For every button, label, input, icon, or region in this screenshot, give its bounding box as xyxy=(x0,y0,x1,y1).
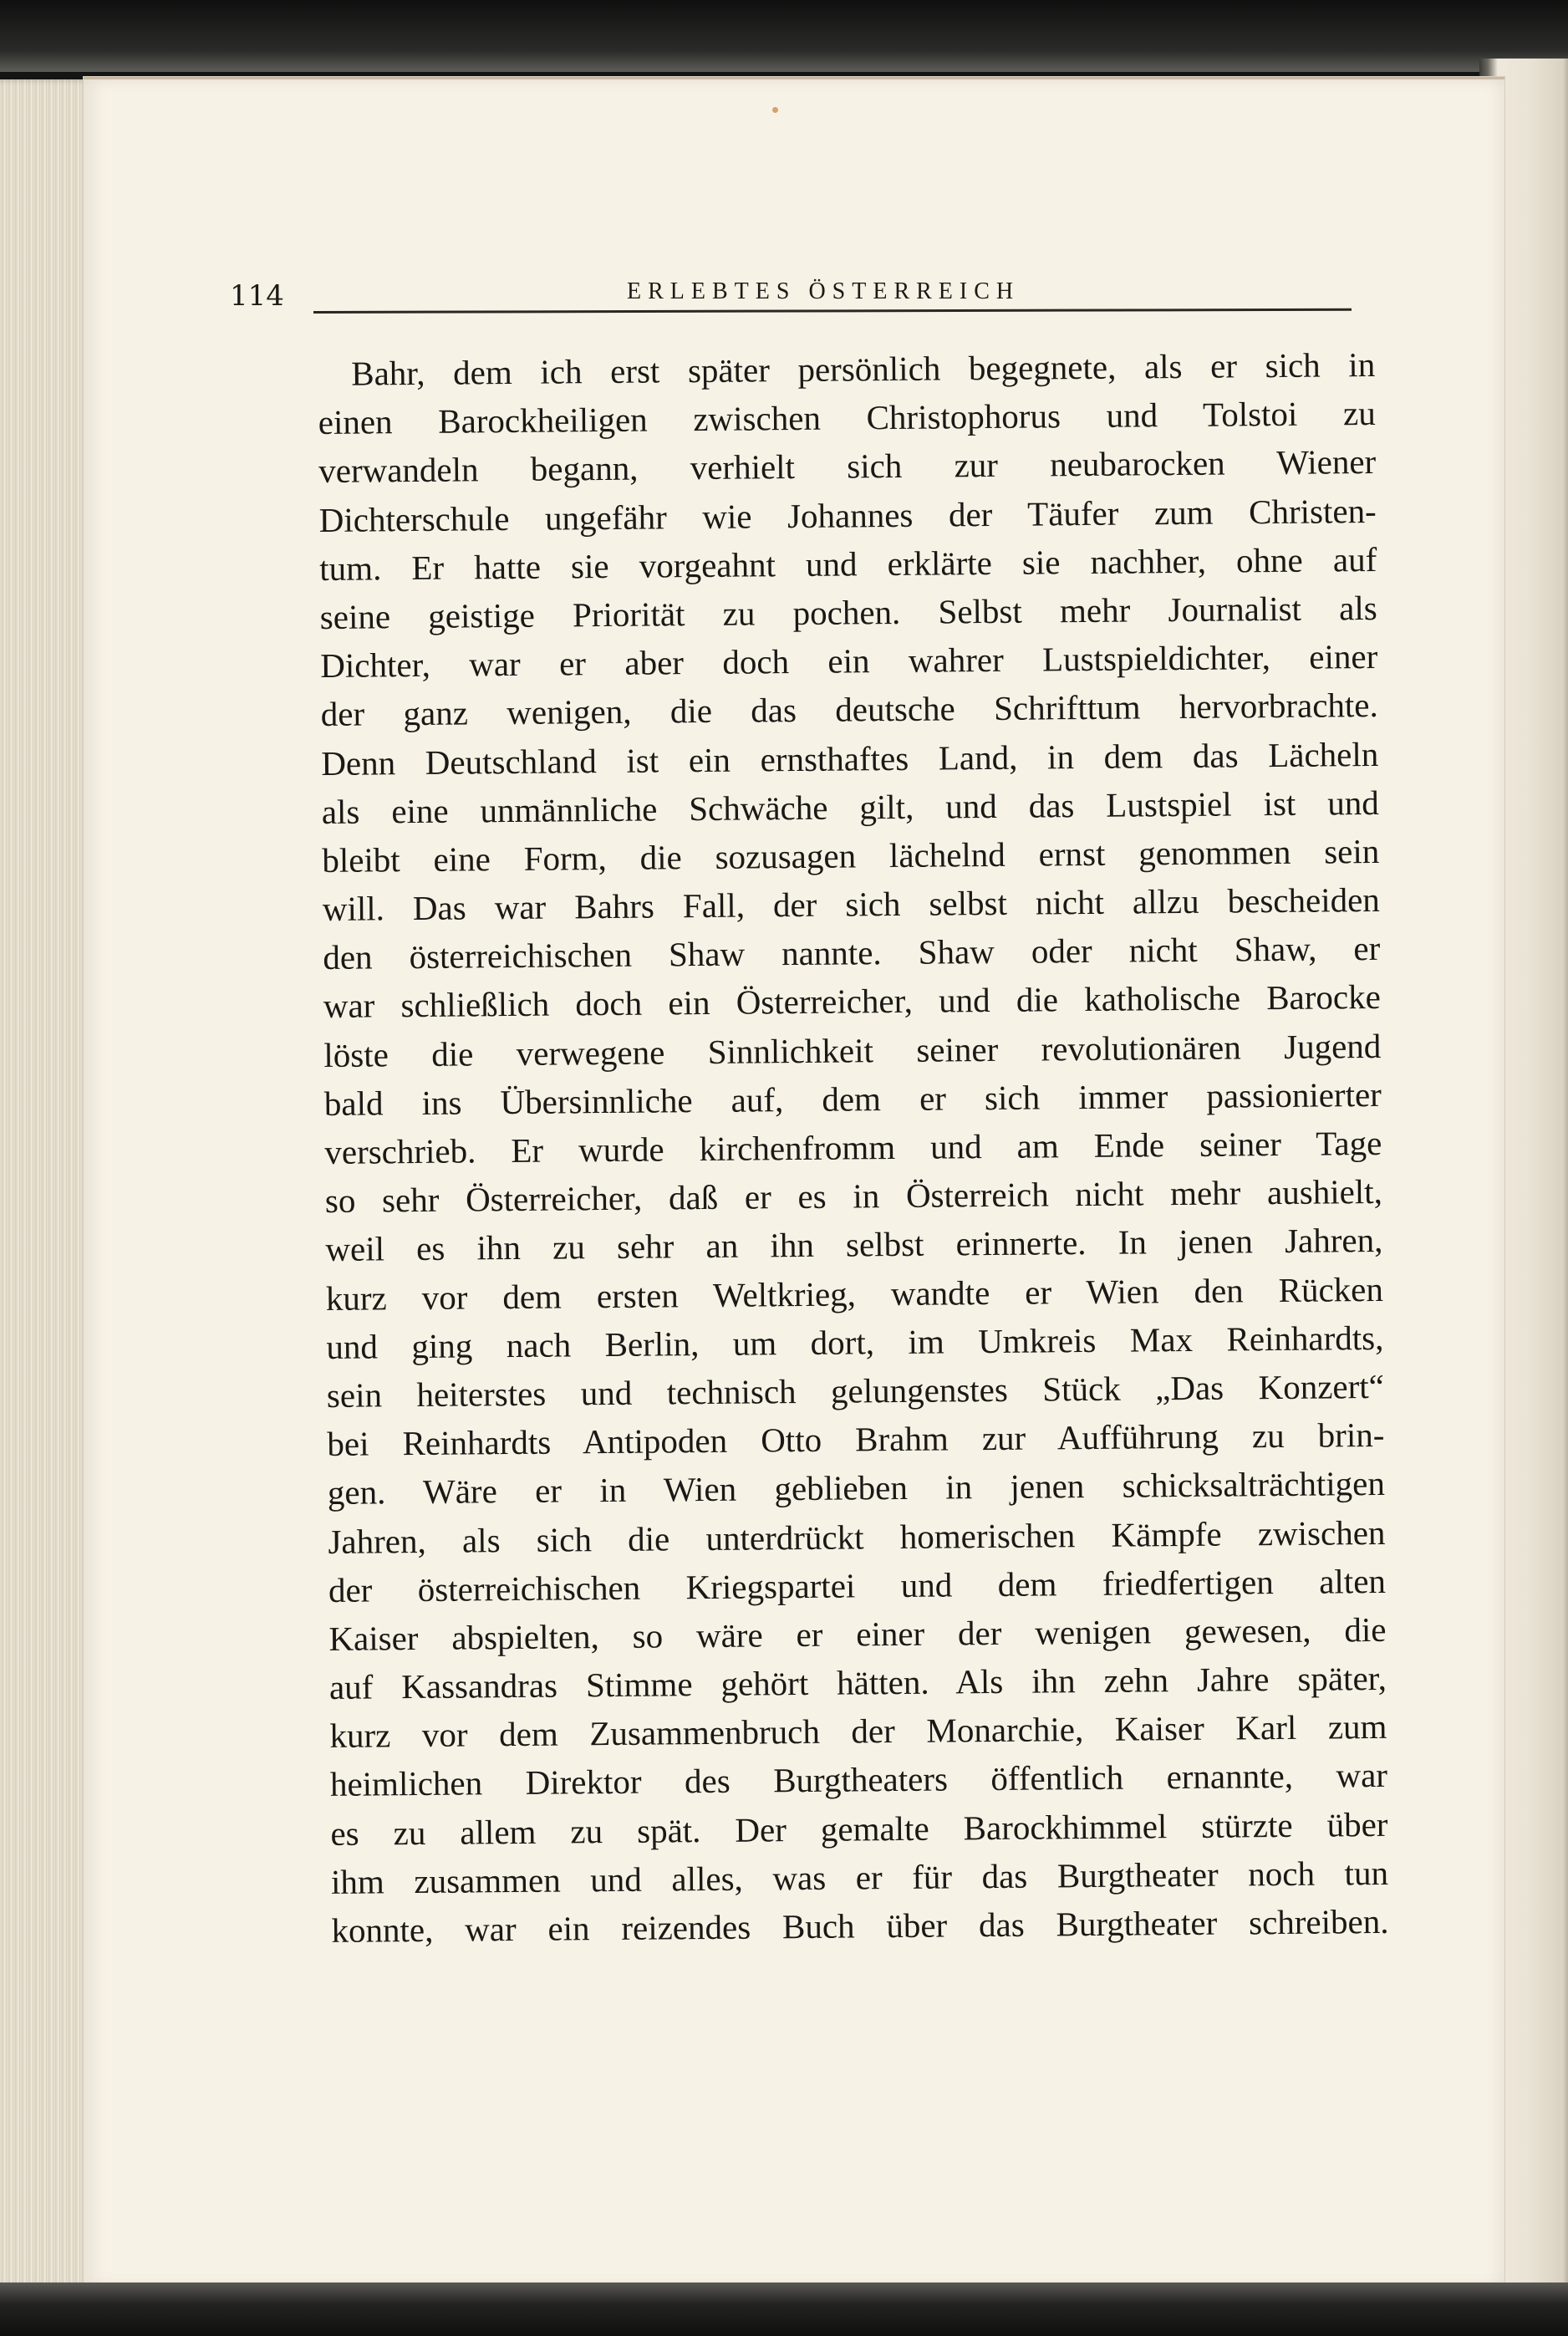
paper-speck xyxy=(772,107,778,113)
text-line: konnte, war ein reizendes Buch über das Burgtheater schreiben. xyxy=(331,1901,1389,1950)
text-line: es zu allem zu spät. Der gemalte Barockhimmel stürzte über xyxy=(330,1804,1388,1853)
text-line: ihm zusammen und alles, was er für das Burgtheater noch tun xyxy=(330,1853,1389,1901)
text-line: der ganz wenigen, die das deutsche Schrifttum hervorbrachte. xyxy=(320,686,1378,734)
page-number: 114 xyxy=(230,279,284,313)
text-line: kurz vor dem ersten Weltkrieg, wandte er Wien den Rücken xyxy=(325,1269,1384,1318)
text-line: sein heiterstes und technisch gelungenstes Stück „Das Konzert“ xyxy=(326,1366,1385,1415)
text-line: kurz vor dem Zusammenbruch der Monarchie, Kaiser Karl zum xyxy=(329,1707,1387,1756)
text-line: und ging nach Berlin, um dort, im Umkreis Max Reinhardts, xyxy=(326,1318,1384,1366)
text-line: bleibt eine Form, die sozusagen lächelnd ernst genommen sein xyxy=(322,831,1380,880)
text-line: der österreichischen Kriegspartei und dem friedfertigen alten xyxy=(328,1561,1387,1609)
text-line: verwandeln begann, verhielt sich zur neubarocken Wiener xyxy=(318,442,1377,491)
running-title: ERLEBTES ÖSTERREICH xyxy=(627,278,1021,304)
text-line: Bahr, dem ich erst später persönlich begegnete, als er sich in xyxy=(351,344,1376,393)
text-line: bald ins Übersinnliche auf, dem er sich immer passionierter xyxy=(323,1074,1382,1123)
text-line: will. Das war Bahrs Fall, der sich selbst nicht allzu bescheiden xyxy=(322,880,1380,929)
text-line: tum. Er hatte sie vorgeahnt und erklärte sie nachher, ohne auf xyxy=(319,539,1377,588)
text-line: weil es ihn zu sehr an ihn selbst erinnerte. In jenen Jahren, xyxy=(325,1221,1383,1269)
text-line: löste die verwegene Sinnlichkeit seiner revolutionären Jugend xyxy=(323,1026,1382,1074)
text-line: gen. Wäre er in Wien geblieben in jenen schicksalträchtigen xyxy=(327,1464,1386,1512)
book-binding-bottom xyxy=(0,2282,1568,2336)
text-line: einen Barockheiligen zwischen Christophorus und Tolstoi zu xyxy=(318,394,1376,442)
text-line: auf Kassandras Stimme gehört hätten. Als ihn zehn Jahre später, xyxy=(328,1658,1387,1707)
text-line: war schließlich doch ein Österreicher, und die katholische Barocke xyxy=(323,977,1382,1026)
text-line: als eine unmännliche Schwäche gilt, und das Lustspiel ist und xyxy=(321,783,1379,831)
body-text xyxy=(318,340,1389,1955)
text-line: Kaiser abspielten, so wäre er einer der wenigen gewesen, die xyxy=(328,1609,1387,1658)
text-line: so sehr Österreicher, daß er es in Österreich nicht mehr aushielt, xyxy=(324,1172,1383,1221)
text-line: Dichterschule ungefähr wie Johannes der Täufer zum Christen- xyxy=(318,491,1377,539)
text-line: Dichter, war er aber doch ein wahrer Lustspieldichter, einer xyxy=(320,637,1378,686)
text-line: den österreichischen Shaw nannte. Shaw oder nicht Shaw, er xyxy=(323,929,1381,977)
text-line: verschrieb. Er wurde kirchenfromm und am Ende seiner Tage xyxy=(324,1123,1382,1171)
text-line: Denn Deutschland ist ein ernsthaftes Land, in dem das Lächeln xyxy=(321,734,1379,783)
text-line: heimlichen Direktor des Burgtheaters öffentlich ernannte, war xyxy=(329,1756,1388,1804)
text-line: bei Reinhardts Antipoden Otto Brahm zur Aufführung zu brin- xyxy=(327,1415,1385,1464)
text-line: seine geistige Priorität zu pochen. Selbst mehr Journalist als xyxy=(319,588,1377,636)
book-binding-top xyxy=(0,0,1568,72)
text-line: Jahren, als sich die unterdrückt homerischen Kämpfe zwischen xyxy=(328,1512,1386,1561)
